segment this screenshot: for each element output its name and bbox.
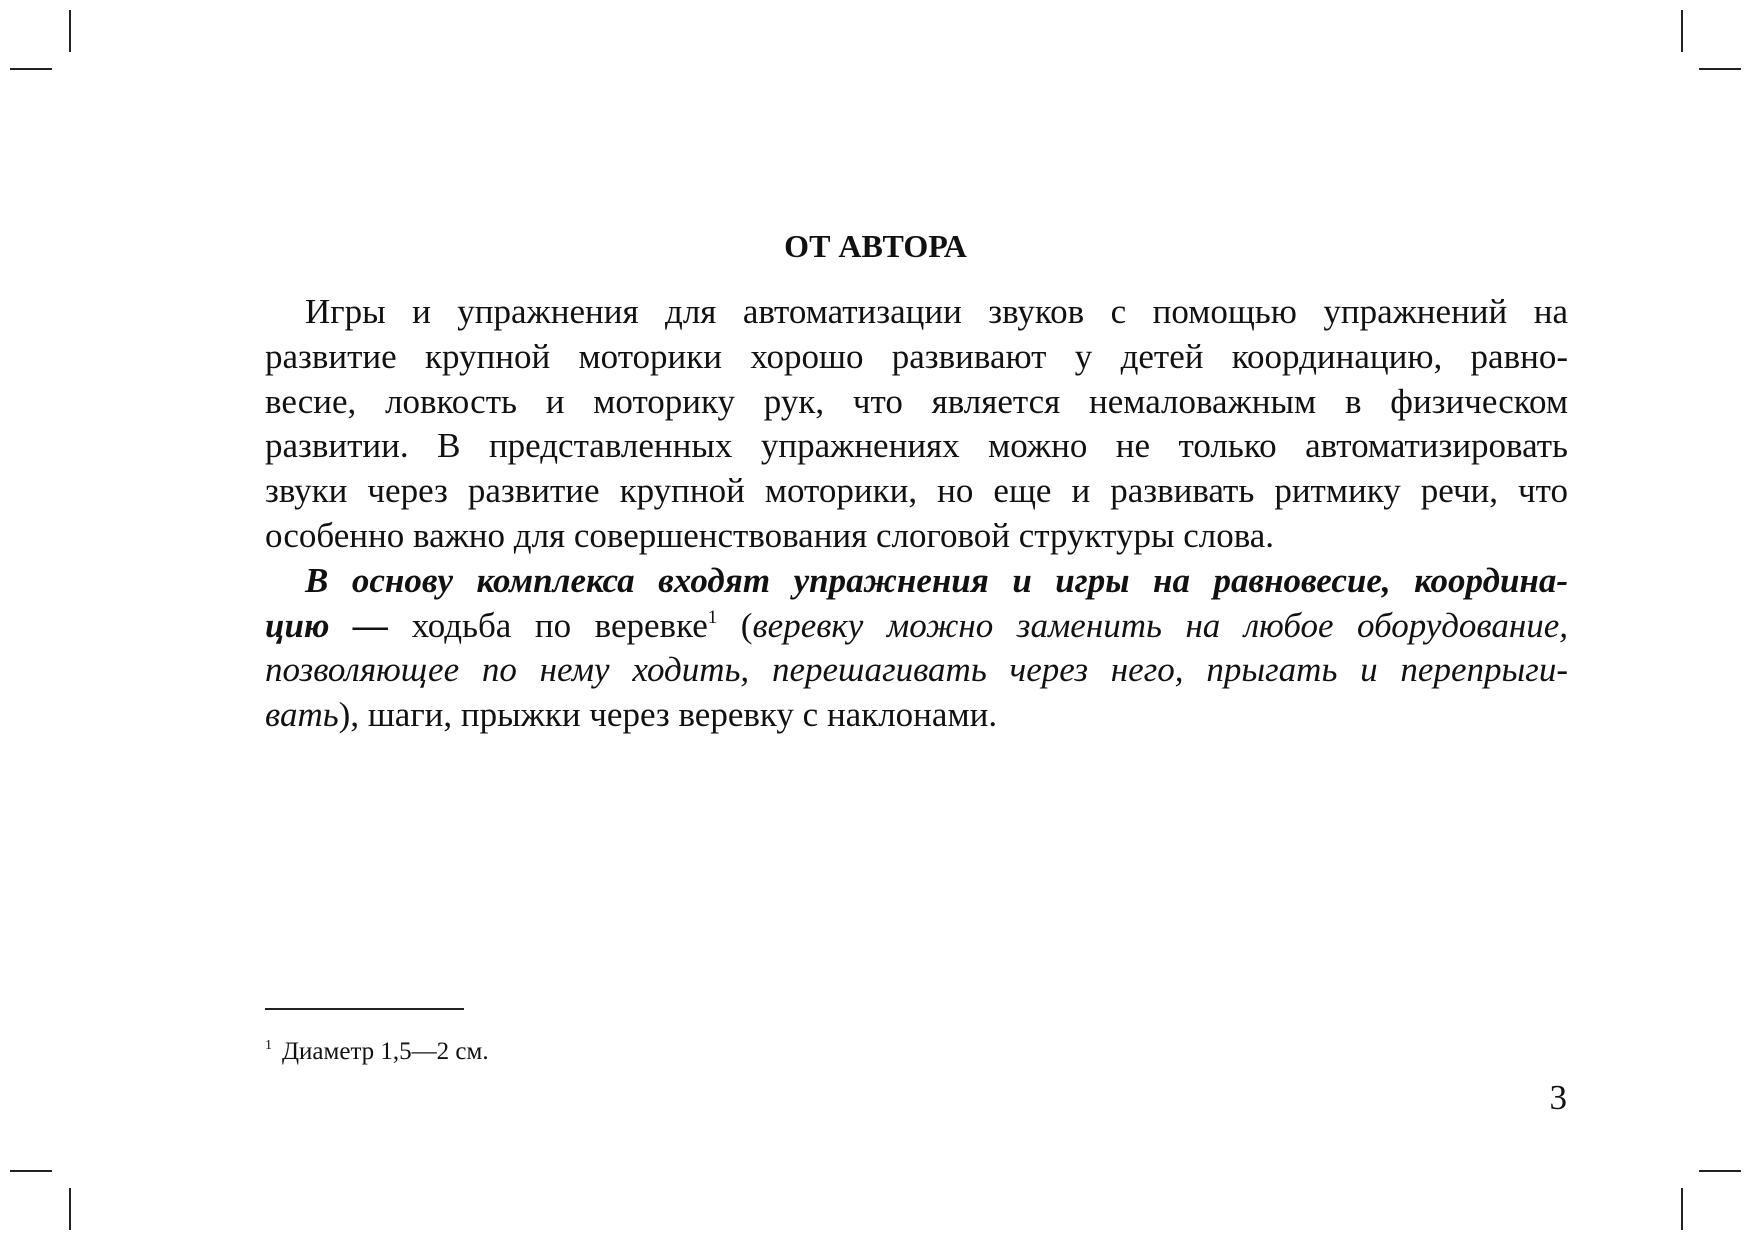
footnote-number: 1 xyxy=(265,1038,272,1053)
crop-mark-bottom-right-horizontal xyxy=(1699,1170,1741,1172)
paragraph-2-line-4 xyxy=(265,693,1568,738)
crop-mark-top-left-horizontal xyxy=(10,68,52,70)
paragraph-2-line-2 xyxy=(265,604,1568,649)
paragraph-1-line-4: развитии. В представленных упражнениях можно не только автоматизировать xyxy=(265,426,1568,466)
paragraph-1-line-3: весие, ловкость и моторику рук, что является немаловажным в физическом xyxy=(265,381,1568,421)
crop-mark-bottom-right-vertical xyxy=(1681,1188,1683,1230)
crop-mark-bottom-left-horizontal xyxy=(10,1170,52,1172)
crop-mark-top-left-vertical xyxy=(69,10,71,52)
paragraph-1-line-2: развитие крупной моторики хорошо развивают у детей координацию, равно- xyxy=(265,336,1568,376)
footnote-text: Диаметр 1,5—2 см. xyxy=(282,1038,489,1065)
page-heading: ОТ АВТОРА xyxy=(784,228,967,265)
crop-mark-top-right-horizontal xyxy=(1699,68,1741,70)
paragraph-1-line-5: звуки через развитие крупной моторики, но еще и развивать ритмику речи, что xyxy=(265,471,1568,511)
crop-mark-bottom-left-vertical xyxy=(69,1188,71,1230)
footnote-separator xyxy=(265,1008,464,1010)
paragraph-2-line-3 xyxy=(265,648,1568,693)
regular-text: ходьба по веревке xyxy=(388,605,708,645)
emphasis-text: В основу комплекса входят упражнения и игры на равновесие, координа- xyxy=(305,560,1568,600)
body-text xyxy=(265,290,1568,738)
italic-text: веревку можно заменить на любое оборудование, xyxy=(752,605,1569,645)
italic-text-end: вать xyxy=(265,695,339,735)
regular-text-end: ), шаги, прыжки через веревку с наклонами. xyxy=(338,695,998,735)
paragraph-1-line-6: особенно важно для совершенствования слоговой структуры слова. xyxy=(265,515,1275,555)
paragraph-1-line-1: Игры и упражнения для автоматизации звуков с помощью упражнений на xyxy=(305,292,1568,331)
crop-mark-top-right-vertical xyxy=(1681,10,1683,52)
italic-text-continued: позволяющее по нему ходить, перешагивать через него, прыгать и перепрыги- xyxy=(265,650,1568,690)
footnote-reference: 1 xyxy=(707,606,718,628)
paragraph-2-line-1 xyxy=(265,559,1568,604)
footnote xyxy=(265,1030,489,1068)
open-parenthesis: ( xyxy=(717,605,753,645)
page-number: 3 xyxy=(1549,1078,1567,1117)
emphasis-text-end: цию — xyxy=(265,605,389,645)
